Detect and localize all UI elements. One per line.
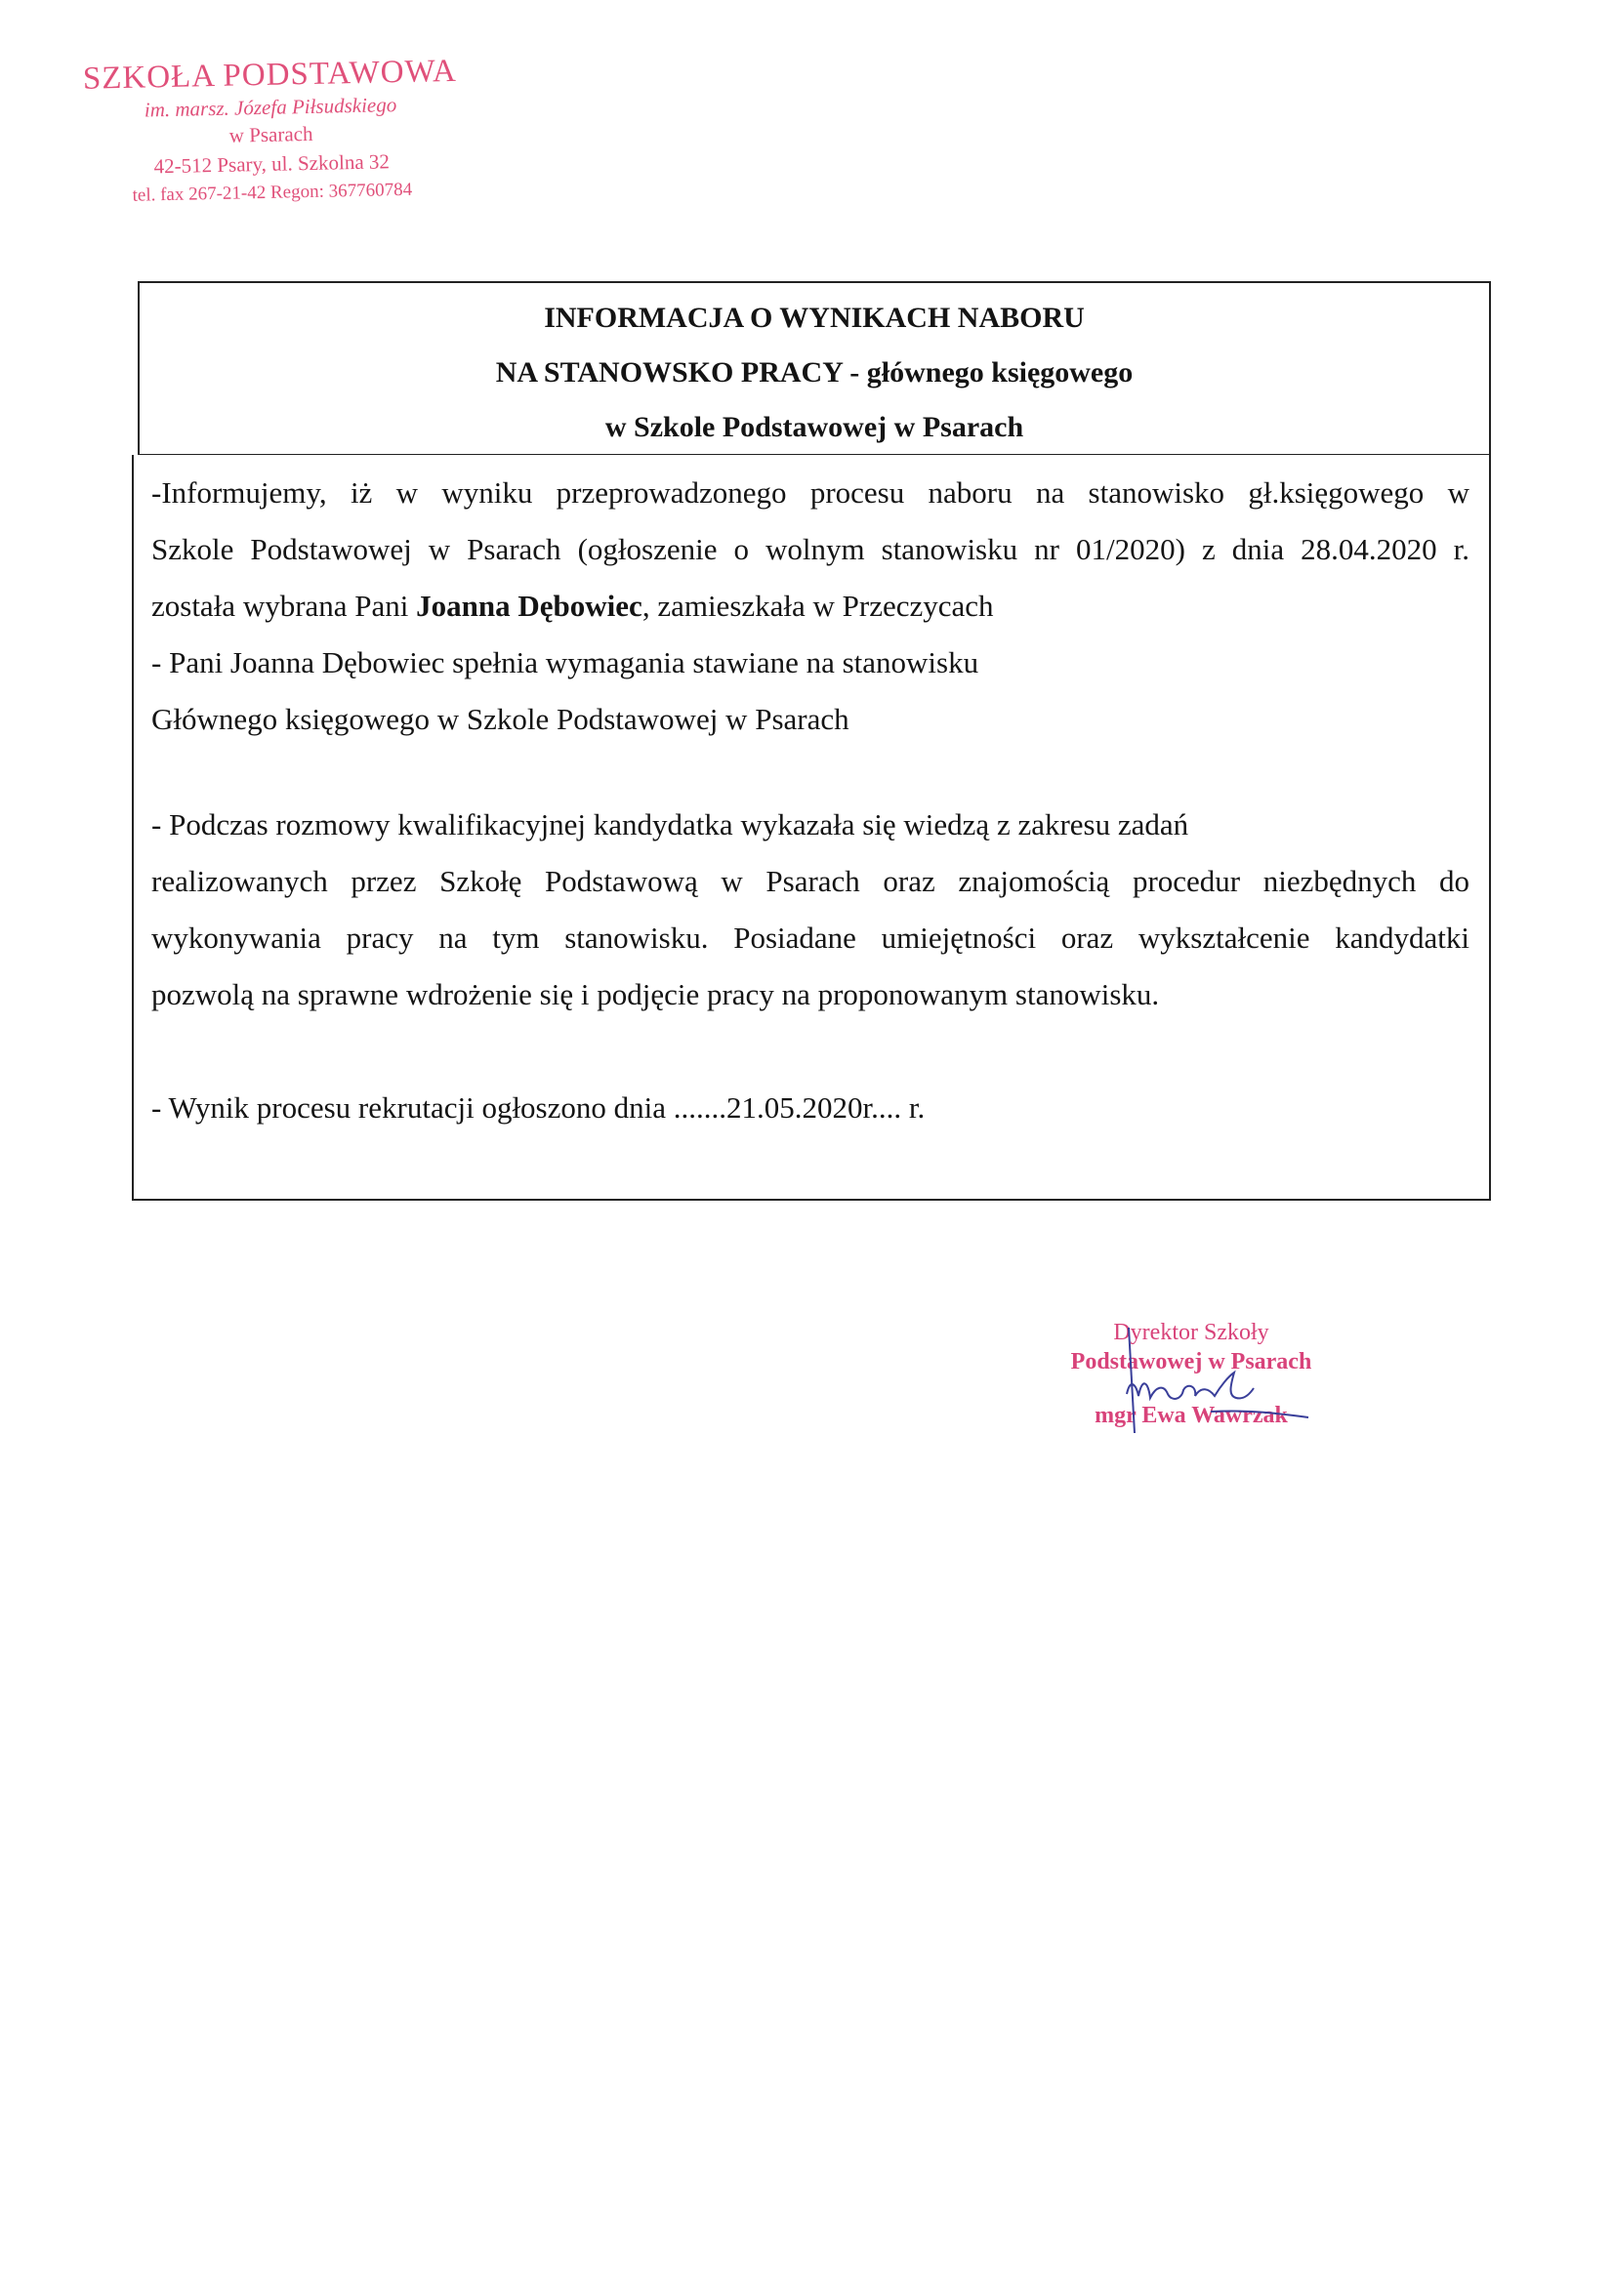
text-line: Szkole Podstawowej w Psarach (ogłoszenie o wolnym stanowisku nr 01/2020) z dnia 28.04.2020 r. — [151, 532, 1469, 566]
signature-name: mgr Ewa Wawrzak — [1095, 1403, 1288, 1428]
title-line-3: w Szkole Podstawowej w Psarach — [604, 411, 1024, 443]
text-line: -Informujemy, iż w wyniku przeprowadzonego procesu naboru na stanowisko gł.księgowego w — [151, 475, 1469, 510]
text-line: Głównego księgowego w Szkole Podstawowej w Psarach — [151, 702, 849, 736]
paragraph-result-date — [151, 1080, 1469, 1136]
stamp-patron: im. marsz. Józefa Piłsudskiego — [144, 93, 397, 122]
stamp-address: 42-512 Psary, ul. Szkolna 32 — [153, 149, 391, 179]
title-box — [138, 281, 1491, 455]
title-line-2: NA STANOWSKO PRACY - głównego księgowego — [495, 356, 1134, 389]
text-line: - Wynik procesu rekrutacji ogłoszono dnia .......21.05.2020r.... r. — [151, 1090, 926, 1125]
school-stamp — [74, 53, 468, 211]
text-fragment: , zamieszkała w Przeczycach — [641, 589, 994, 623]
text-line: pozwolą na sprawne wdrożenie się i podjęcie pracy na proponowanym stanowisku. — [151, 977, 1160, 1011]
stamp-school-name: SZKOŁA PODSTAWOWA — [82, 53, 458, 97]
stamp-contact: tel. fax 267-21-42 Regon: 367760784 — [132, 179, 413, 206]
paragraph-interview — [151, 797, 1469, 1023]
text-line: wykonywania pracy na tym stanowisku. Posiadane umiejętności oraz wykształcenie kandydatki — [151, 921, 1469, 955]
director-signature-stamp — [1035, 1318, 1347, 1437]
title-line-1: INFORMACJA O WYNIKACH NABORU — [544, 302, 1085, 334]
text-line: - Pani Joanna Dębowiec spełnia wymagania stawiane na stanowisku — [151, 645, 979, 679]
paragraph-selection — [151, 465, 1469, 748]
handwritten-signature — [1035, 1318, 1347, 1464]
signature-title: Dyrektor Szkoły — [1113, 1320, 1269, 1345]
text-line: - Podczas rozmowy kwalifikacyjnej kandydatka wykazała się wiedzą z zakresu zadań — [151, 807, 1189, 841]
text-line — [151, 578, 1469, 635]
signature-school: Podstawowej w Psarach — [1070, 1349, 1312, 1374]
candidate-name: Joanna Dębowiec — [416, 589, 642, 623]
content-box — [132, 455, 1491, 1201]
text-line: realizowanych przez Szkołę Podstawową w Psarach oraz znajomością procedur niezbędnych do — [151, 864, 1469, 898]
stamp-town: w Psarach — [228, 121, 313, 147]
text-fragment: została wybrana Pani — [151, 589, 417, 623]
